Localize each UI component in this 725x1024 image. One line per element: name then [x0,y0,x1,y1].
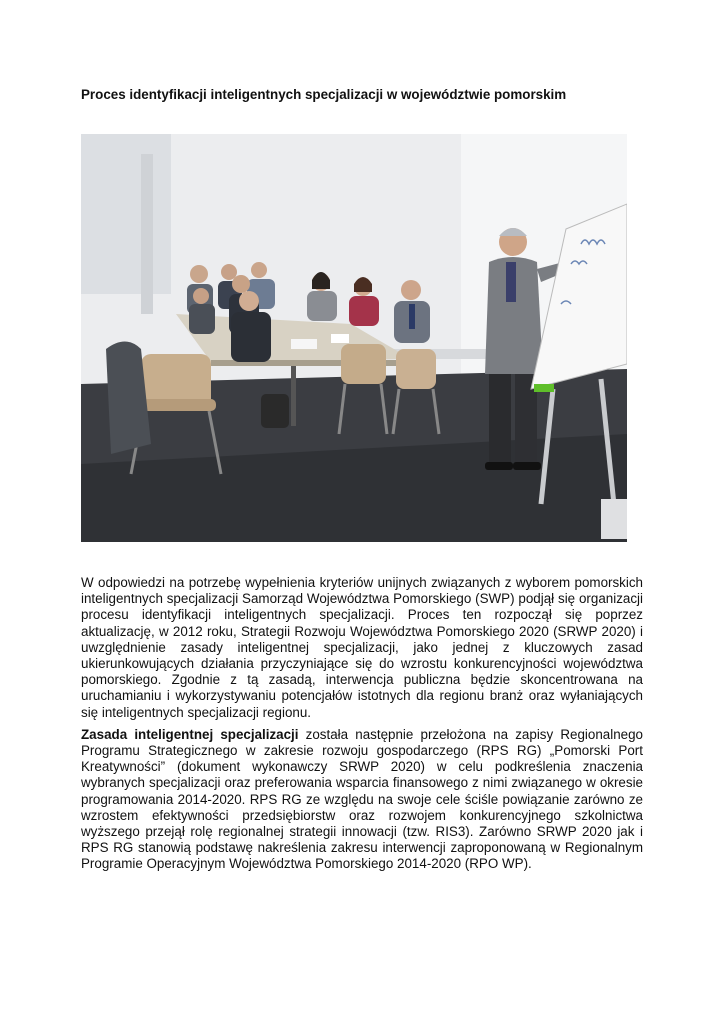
document-title: Proces identyfikacji inteligentnych specjalizacji w województwie pomorskim [81,87,567,102]
paragraph-2-rest: została następnie przełożona na zapisy Regionalnego Programu Strategicznego w zakresie rozwoju gospodarczego (RPS RG) „Pomorski Port Kreatywności” (dokument wykonawczy SRWP 2020) w celu podkreślenia znaczenia wybranych specjalizacji oraz preferowania wsparcia finansowego z nimi związanego w okresie programowania 2014-2020. RPS RG ze względu na swoje cele ściśle powiązanie zarówno ze wzrostem efektywności przedsiębiorstw oraz rozwojem konkurencyjnego szkolnictwa wyższego przejął rolę regionalnej strategii innowacji (tzw. RIS3). Zarówno SRWP 2020 jak i RPS RG stanowią podstawę nakreślenia zakresu interwencji zaproponowaną w Regionalnym Programie Operacyjnym Województwa Pomorskiego 2014-2020 (RPO WP). [81,726,643,872]
document-body [81,575,643,879]
paragraph-2 [81,727,643,873]
paragraph-1: W odpowiedzi na potrzebę wypełnienia kryteriów unijnych związanych z wyborem pomorskich inteligentnych specjalizacji Samorząd Województwa Pomorskiego (SWP) podjął się organizacji procesu identyfikacji inteligentnych specjalizacji. Proces ten rozpoczął się poprzez aktualizację, w 2012 roku, Strategii Rozwoju Województwa Pomorskiego 2020 (SRWP 2020) i uwzględnienie zasady inteligentnej specjalizacji, jako jednej z kluczowych zasad ukierunkowujących działania przyczyniające się do wzrostu konkurencyjności województwa pomorskiego. Zgodnie z tą zasadą, interwencja publiczna będzie skoncentrowana na uruchamianiu i wykorzystywaniu potencjałów istotnych dla regionu branż oraz wyłaniających się inteligentnych specjalizacji regionu. [81,575,643,720]
meeting-photo [81,134,627,542]
meeting-photo-illustration [81,134,627,542]
paragraph-2-lead: Zasada inteligentnej specjalizacji [81,726,299,742]
